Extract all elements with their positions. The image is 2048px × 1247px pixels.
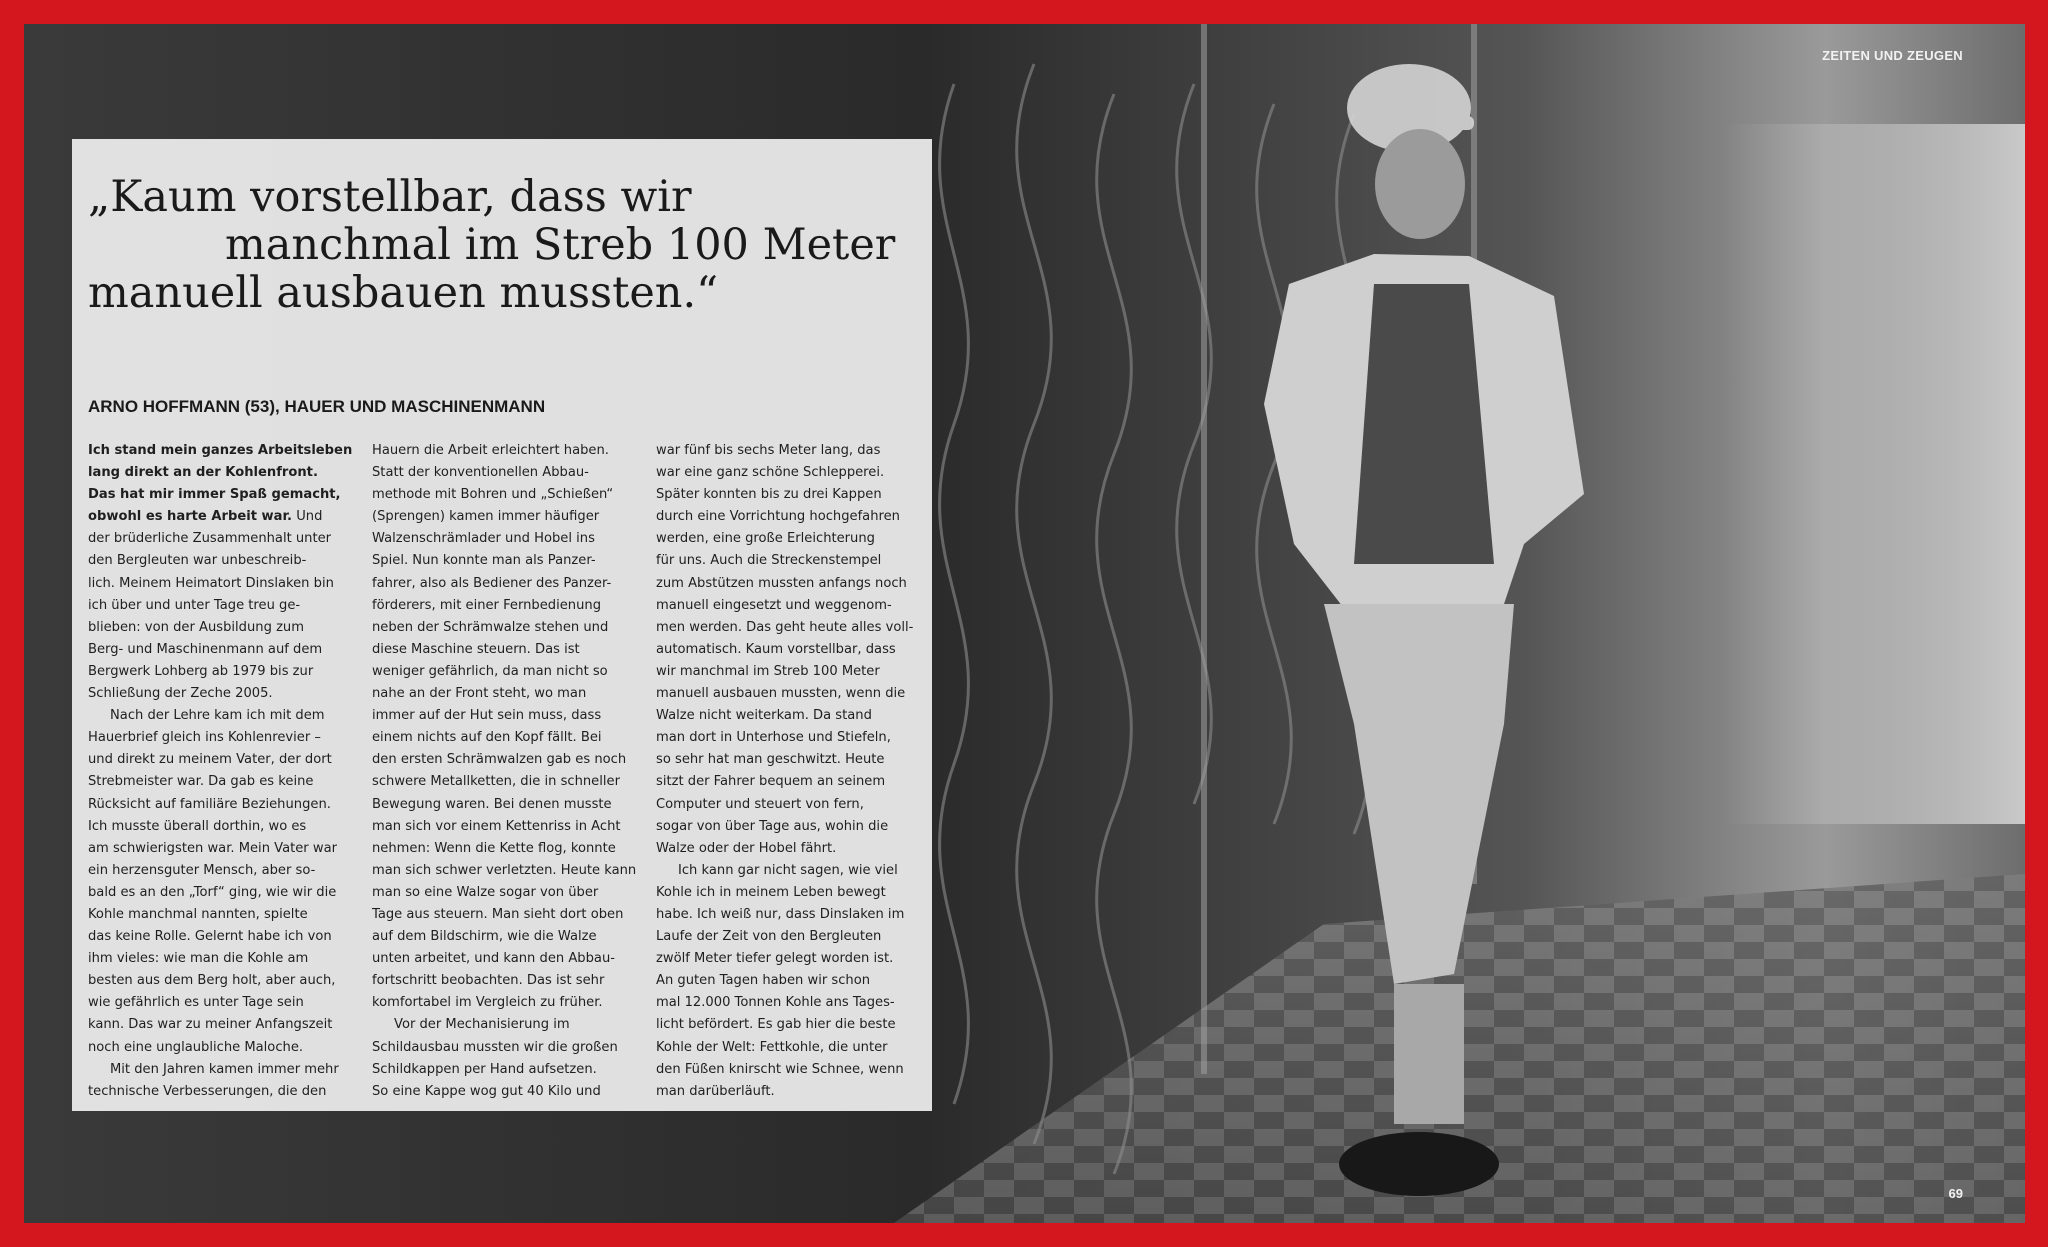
text-line: Kohle ich in meinem Leben bewegt [656,884,886,900]
text-line: Hauerbrief gleich ins Kohlenrevier – [88,730,321,746]
text-line: licht befördert. Es gab hier die beste [656,1017,896,1033]
text-line: diese Maschine steuern. Das ist [372,641,580,657]
text-line: Das hat mir immer Spaß gemacht, [88,487,341,503]
text-line: für uns. Auch die Streckenstempel [656,553,882,569]
text-line: Schildkappen per Hand aufsetzen. [372,1061,597,1077]
magazine-page [24,24,2025,1223]
text-line: man so eine Walze sogar von über [372,884,599,900]
text-line: Walzenschrämlader und Hobel ins [372,531,595,547]
text-line: kann. Das war zu meiner Anfangszeit [88,1017,333,1033]
text-line: ein herzensguter Mensch, aber so- [88,862,316,878]
text-line: Laufe der Zeit von den Bergleuten [656,929,882,945]
text-line: sitzt der Fahrer bequem an seinem [656,774,886,790]
text-line: fahrer, also als Bediener des Panzer- [372,575,612,591]
text-line: manuell ausbauen mussten, wenn die [656,686,906,702]
pull-quote [88,173,908,317]
section-label: ZEITEN UND ZEUGEN [1822,48,1963,63]
text-line: men werden. Das geht heute alles voll- [656,619,914,635]
text-line: Ich stand mein ganzes Arbeitsleben [88,443,353,458]
text-line: Bergwerk Lohberg ab 1979 bis zur [88,663,314,679]
text-line: werden, eine große Erleichterung [656,531,875,547]
text-line: und direkt zu meinem Vater, der dort [88,752,332,768]
text-line: lang direkt an der Kohlenfront. [88,465,318,481]
text-line: bald es an den „Torf“ ging, wie wir die [88,884,337,900]
text-line: weniger gefährlich, da man nicht so [372,663,608,679]
text-line: (Sprengen) kamen immer häufiger [372,509,600,525]
text-line: Statt der konventionellen Abbau- [372,465,589,481]
text-line: mal 12.000 Tonnen Kohle ans Tages- [656,995,895,1011]
quote-line: manchmal im Streb 100 Meter [225,220,896,270]
text-line: der brüderliche Zusammenhalt unter [88,531,332,547]
text-line: Spiel. Nun konnte man als Panzer- [372,553,596,569]
text-line: Ich kann gar nicht sagen, wie viel [678,862,898,878]
text-line: Hauern die Arbeit erleichtert haben. [372,443,609,458]
text-line: automatisch. Kaum vorstellbar, dass [656,641,896,657]
text-line: nehmen: Wenn die Kette flog, konnte [372,840,616,856]
text-line: fortschritt beobachten. Das ist sehr [372,973,605,989]
text-line: Später konnten bis zu drei Kappen [656,487,882,503]
text-line: man sich schwer verletzten. Heute kann [372,862,637,878]
text-line: Kohle manchmal nannten, spielte [88,906,308,922]
text-line: So eine Kappe wog gut 40 Kilo und [372,1083,601,1099]
text-line: noch eine unglaubliche Maloche. [88,1039,304,1055]
text-line: war eine ganz schöne Schlepperei. [656,465,885,481]
text-line: Schließung der Zeche 2005. [88,686,273,702]
text-line: technische Verbesserungen, die den [88,1083,327,1099]
text-line: unten arbeitet, und kann den Abbau- [372,951,615,967]
text-line: manuell eingesetzt und weggenom- [656,597,892,613]
text-line: Berg- und Maschinenmann auf dem [88,641,323,657]
text-line: auf dem Bildschirm, wie die Walze [372,929,597,945]
text-panel [72,139,932,1111]
author-line: ARNO HOFFMANN (53), HAUER UND MASCHINENMANN [88,397,546,416]
text-line: ich über und unter Tage treu ge- [88,597,301,613]
text-line: lich. Meinem Heimatort Dinslaken bin [88,575,334,591]
text-line: den Bergleuten war unbeschreib- [88,553,307,569]
text-line: besten aus dem Berg holt, aber auch, [88,973,336,989]
page-number: 69 [1948,1186,1963,1201]
text-column-2 [372,440,637,1103]
text-line: den Füßen knirscht wie Schnee, wenn [656,1061,904,1077]
text-line: neben der Schrämwalze stehen und [372,619,609,635]
text-line: am schwierigsten war. Mein Vater war [88,840,337,856]
text-line: Bewegung waren. Bei denen musste [372,796,612,812]
text-line: methode mit Bohren und „Schießen“ [372,487,614,503]
text-line: so sehr hat man geschwitzt. Heute [656,752,885,768]
text-line: schwere Metallketten, die in schneller [372,774,620,790]
text-line: An guten Tagen haben wir schon [656,973,871,989]
text-line: zwölf Meter tiefer gelegt worden ist. [656,951,894,967]
text-line: sogar von über Tage aus, wohin die [656,818,889,834]
text-line: Walze nicht weiterkam. Da stand [656,708,872,724]
text-line: das keine Rolle. Gelernt habe ich von [88,929,332,945]
text-line: Rücksicht auf familiäre Beziehungen. [88,796,331,812]
text-line: war fünf bis sechs Meter lang, das [656,443,881,458]
text-line: habe. Ich weiß nur, dass Dinslaken im [656,906,905,922]
text-line: einem nichts auf den Kopf fällt. Bei [372,730,602,746]
text-line: immer auf der Hut sein muss, dass [372,708,602,724]
text-line: zum Abstützen mussten anfangs noch [656,575,907,591]
text-line: Kohle der Welt: Fettkohle, die unter [656,1039,888,1055]
text-line: man dort in Unterhose und Stiefeln, [656,730,891,746]
text-line: Computer und steuert von fern, [656,796,864,812]
text-line: ihm vieles: wie man die Kohle am [88,951,309,967]
text-line: Nach der Lehre kam ich mit dem [110,708,325,724]
text-line: blieben: von der Ausbildung zum [88,619,304,635]
text-line: obwohl es harte Arbeit war. Und [88,509,323,525]
text-line: förderers, mit einer Fernbedienung [372,597,602,613]
text-line: wie gefährlich es unter Tage sein [88,995,304,1011]
text-line: man darüberläuft. [656,1083,775,1099]
text-line: Vor der Mechanisierung im [394,1017,570,1033]
text-line: Tage aus steuern. Man sieht dort oben [372,906,624,922]
text-line: Ich musste überall dorthin, wo es [88,818,307,834]
quote-line: manuell ausbauen mussten.“ [88,268,719,318]
quote-line: „Kaum vorstellbar, dass wir [88,172,692,222]
text-line: den ersten Schrämwalzen gab es noch [372,752,627,768]
text-line: man sich vor einem Kettenriss in Acht [372,818,621,834]
text-line: wir manchmal im Streb 100 Meter [656,663,880,679]
text-line: Walze oder der Hobel fährt. [656,840,837,856]
text-line: Strebmeister war. Da gab es keine [88,774,314,790]
text-line: Mit den Jahren kamen immer mehr [110,1061,339,1077]
text-line: Schildausbau mussten wir die großen [372,1039,618,1055]
text-column-3 [656,440,918,1103]
text-line: komfortabel im Vergleich zu früher. [372,995,603,1011]
text-line: durch eine Vorrichtung hochgefahren [656,509,900,525]
text-column-1 [88,440,353,1103]
text-line: nahe an der Front steht, wo man [372,686,587,702]
